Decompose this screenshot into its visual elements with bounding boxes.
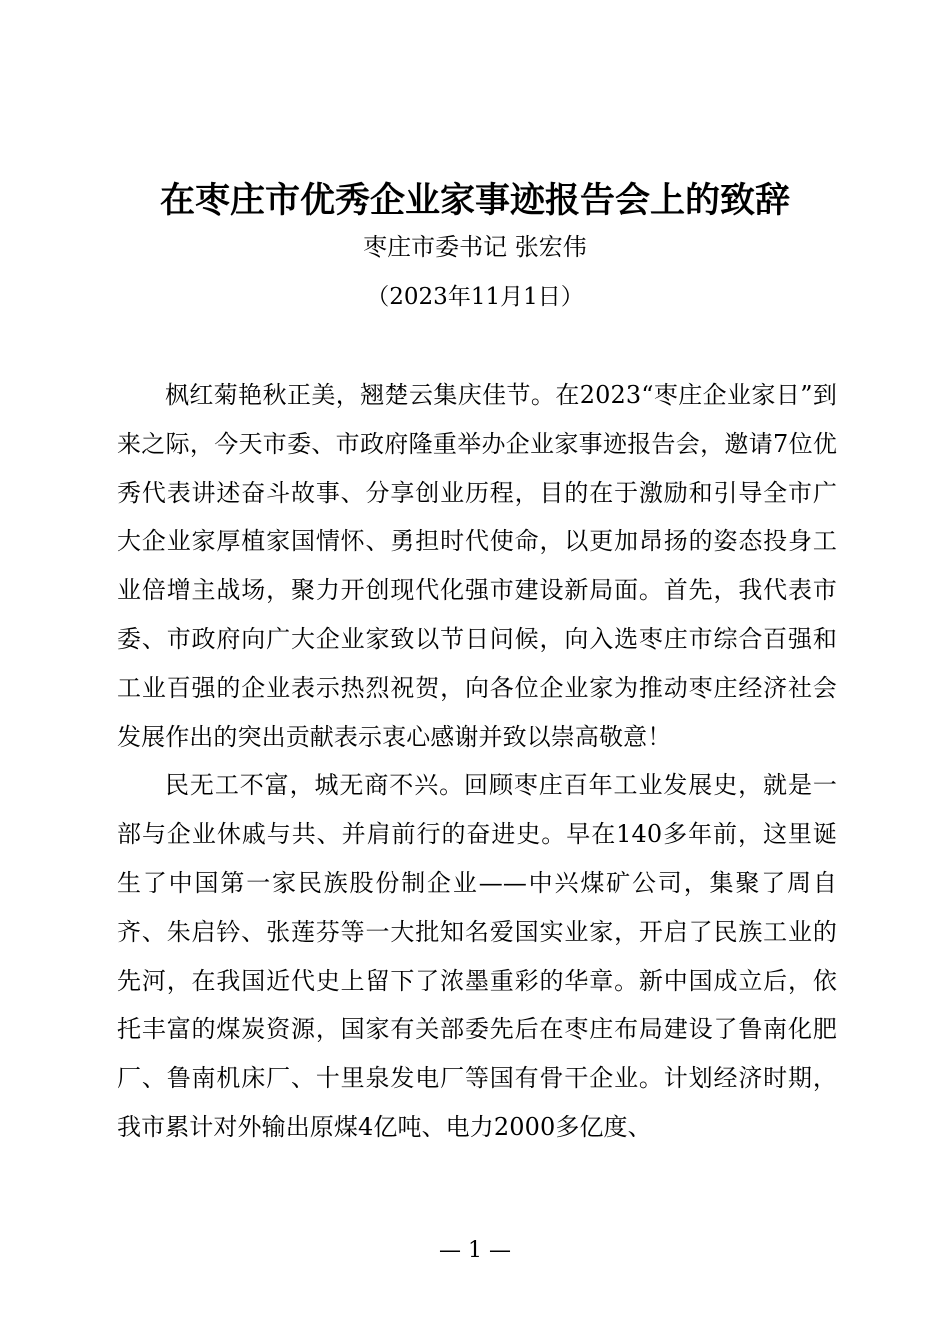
date-line: （2023年11月1日） [366,284,584,310]
author-line: 枣庄市委书记 张宏伟 [363,233,587,261]
document-title: 在枣庄市优秀企业家事迹报告会上的致辞 [159,180,790,221]
page-number: — 1 — [439,1238,511,1263]
paragraph-2: 民无工不富，城无商不兴。回顾枣庄百年工业发展史，就是一部与企业休戚与共、并肩前行的奋进史。早在140多年前，这里诞生了中国第一家民族股份制企业——中兴煤矿公司，集聚了周自齐、朱启钤、张莲芬等一大批知名爱国实业家，开启了民族工业的先河，在我国近代史上留下了浓墨重彩的华章。新中国成立后，依托丰富的煤炭资源，国家有关部委先后在枣庄布局建设了鲁南化肥厂、鲁南机床厂、十里泉发电厂等国有骨干企业。计划经济时期，我市累计对外输出原煤4亿吨、电力2000多亿度、 [117,771,837,1141]
paragraph-1: 枫红菊艳秋正美，翘楚云集庆佳节。在2023“枣庄企业家日”到来之际，今天市委、市政府隆重举办企业家事迹报告会，邀请7位优秀代表讲述奋斗故事、分享创业历程，目的在于激励和引导全市广大企业家厚植家国情怀、勇担时代使命，以更加昂扬的姿态投身工业倍增主战场，聚力开创现代化强市建设新局面。首先，我代表市委、市政府向广大企业家致以节日问候，向入选枣庄市综合百强和工业百强的企业表示热烈祝贺，向各位企业家为推动枣庄经济社会发展作出的突出贡献表示衷心感谢并致以崇高敬意！ [117,381,837,751]
document-body [117,371,837,1152]
